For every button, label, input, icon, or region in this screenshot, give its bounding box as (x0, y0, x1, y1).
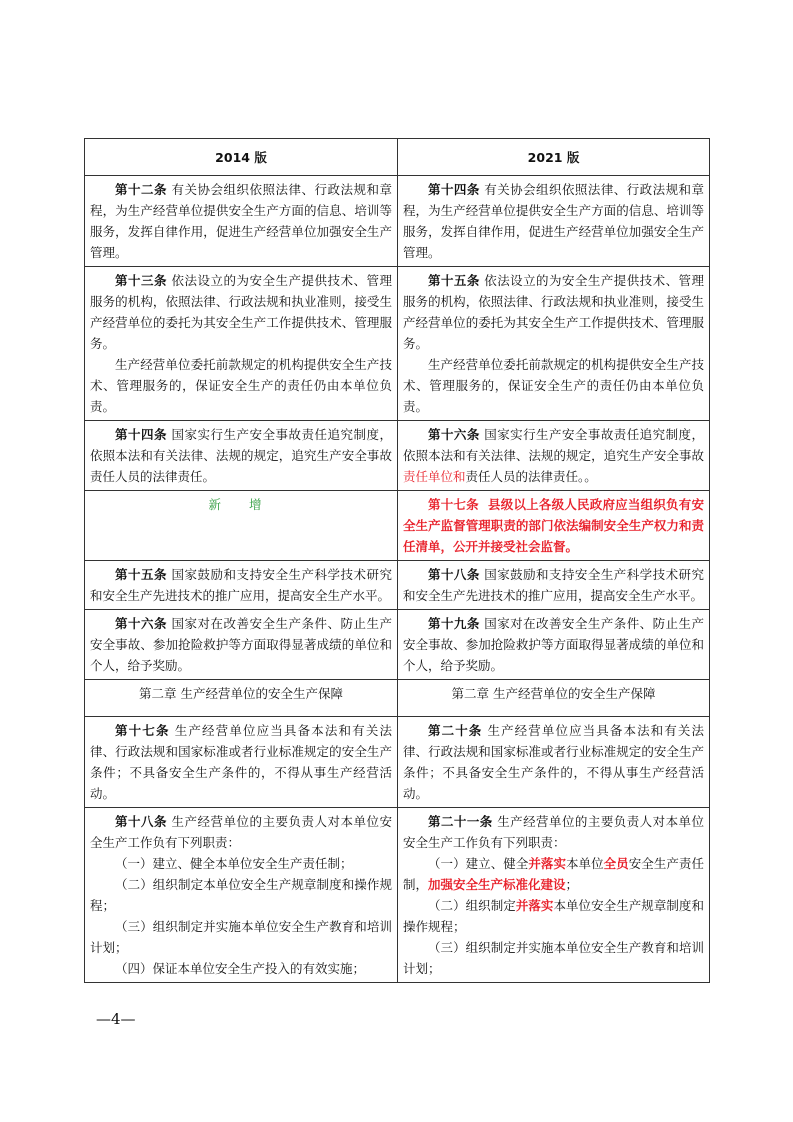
article-number: 第十五条 (428, 273, 480, 288)
duty-item: （二）组织制定本单位安全生产规章制度和操作规程； (90, 877, 392, 913)
cell-2021 (398, 717, 710, 808)
table-row (85, 176, 710, 267)
article-text: 生产经营单位的主要负责人对本单位安全生产工作负有下列职责： (403, 814, 704, 850)
article-number: 第十七条 (115, 723, 170, 738)
article-paragraph (90, 179, 392, 263)
article-text: 依法设立的为安全生产提供技术、管理服务的机构，依照法律、行政法规和执业准则，接受生产经营单位的委托为其安全生产工作提供技术、管理服务。 (403, 273, 704, 351)
duty-item: （一）建立、健全本单位安全生产责任制； (115, 856, 353, 871)
article-number: 第十四条 (115, 427, 167, 442)
cell-2021 (398, 561, 710, 610)
article-number: 第十三条 (115, 273, 167, 288)
cell-2014 (85, 610, 398, 680)
article-paragraph: 生产经营单位委托前款规定的机构提供安全生产技术、管理服务的，保证安全生产的责任仍由本单位负责。 (90, 357, 392, 414)
table-row (85, 561, 710, 610)
item-text: 本单位安全生产规章制度和操作规程； (403, 898, 704, 934)
new-label: 新 增 (85, 491, 398, 561)
article-text: 国家实行生产安全事故责任追究制度，依照本法和有关法律、法规的规定，追究生产安全事故 (403, 427, 704, 463)
article-number: 第十五条 (115, 567, 167, 582)
article-paragraph (403, 270, 704, 354)
article-paragraph (90, 720, 392, 804)
header-2014: 2014 版 (85, 139, 398, 176)
cell-2014 (85, 267, 398, 421)
item-text: （二）组织制定 (428, 898, 516, 913)
cell-2021 (398, 176, 710, 267)
article-text: 国家鼓励和支持安全生产科学技术研究和安全生产先进技术的推广应用，提高安全生产水平。 (403, 567, 704, 603)
article-number: 第二十一条 (428, 814, 493, 829)
table-header-row (85, 139, 710, 176)
article-text: 生产经营单位应当具备本法和有关法律、行政法规和国家标准或者行业标准规定的安全生产条件；不具备安全生产条件的，不得从事生产经营活动。 (90, 723, 392, 801)
article-number: 第二十条 (428, 723, 483, 738)
article-text: 国家鼓励和支持安全生产科学技术研究和安全生产先进技术的推广应用，提高安全生产水平。 (90, 567, 392, 603)
cell-2021 (398, 808, 710, 983)
comparison-table (84, 138, 710, 983)
article-number: 第十六条 (428, 427, 480, 442)
article-paragraph (90, 811, 392, 853)
new-article-paragraph (403, 494, 704, 557)
table-row (85, 808, 710, 983)
duty-item: （三）组织制定并实施本单位安全生产教育和培训计划； (403, 940, 704, 976)
item-text: ； (565, 877, 579, 892)
chapter-row (85, 680, 710, 717)
article-text: 依法设立的为安全生产提供技术、管理服务的机构，依照法律、行政法规和执业准则，接受生产经营单位的委托为其安全生产工作提供技术、管理服务。 (90, 273, 392, 351)
article-text: 生产经营单位应当具备本法和有关法律、行政法规和国家标准或者行业标准规定的安全生产条件；不具备安全生产条件的，不得从事生产经营活动。 (403, 723, 704, 801)
duty-item (403, 895, 704, 937)
article-paragraph (403, 720, 704, 804)
article-number: 第十七条 (428, 497, 479, 512)
article-paragraph (403, 613, 704, 676)
article-text: 国家对在改善安全生产条件、防止生产安全事故、参加抢险救护等方面取得显著成绩的单位和个人，给予奖励。 (90, 616, 392, 673)
header-2021: 2021 版 (398, 139, 710, 176)
added-text: 并落实 (515, 898, 554, 913)
cell-2021 (398, 421, 710, 491)
cell-2014 (85, 808, 398, 983)
article-paragraph (90, 270, 392, 354)
article-number: 第十八条 (115, 814, 167, 829)
cell-2021-new (398, 491, 710, 561)
cell-2014 (85, 717, 398, 808)
article-number: 第十九条 (428, 616, 480, 631)
table-row (85, 421, 710, 491)
added-text: 责任单位和 (403, 469, 466, 484)
cell-2014 (85, 421, 398, 491)
article-paragraph (403, 564, 704, 606)
article-number: 第十八条 (428, 567, 480, 582)
table-row (85, 610, 710, 680)
cell-2021 (398, 267, 710, 421)
cell-2021 (398, 610, 710, 680)
chapter-title-2021: 第二章 生产经营单位的安全生产保障 (398, 680, 710, 717)
item-text: 本单位 (566, 856, 604, 871)
article-text: 责任人员的法律责任。。 (465, 469, 597, 484)
added-text: 全员 (603, 856, 629, 871)
article-text: 生产经营单位的主要负责人对本单位安全生产工作负有下列职责： (90, 814, 392, 850)
article-number: 第十四条 (428, 182, 480, 197)
article-paragraph (403, 811, 704, 853)
article-text: 县级以上各级人民政府应当组织负有安全生产监督管理职责的部门依法编制安全生产权力和责任清单，公开并接受社会监督。 (403, 497, 704, 554)
chapter-title-2014: 第二章 生产经营单位的安全生产保障 (85, 680, 398, 717)
article-paragraph (90, 613, 392, 676)
duty-item (403, 853, 704, 895)
article-text: 有关协会组织依照法律、行政法规和章程，为生产经营单位提供安全生产方面的信息、培训等服务，发挥自律作用，促进生产经营单位加强安全生产管理。 (90, 182, 392, 260)
article-text: 国家对在改善安全生产条件、防止生产安全事故、参加抢险救护等方面取得显著成绩的单位和个人，给予奖励。 (403, 616, 704, 673)
article-number: 第十六条 (115, 616, 167, 631)
item-text: （一）建立、健全 (428, 856, 529, 871)
page-number: —4— (96, 1010, 136, 1028)
article-paragraph (90, 564, 392, 606)
article-paragraph (403, 424, 704, 487)
article-paragraph (403, 179, 704, 263)
article-text: 有关协会组织依照法律、行政法规和章程，为生产经营单位提供安全生产方面的信息、培训等服务，发挥自律作用，促进生产经营单位加强安全生产管理。 (403, 182, 704, 260)
table-row (85, 491, 710, 561)
table-row (85, 267, 710, 421)
duty-item: （三）组织制定并实施本单位安全生产教育和培训计划； (90, 919, 392, 955)
duty-item: （四）保证本单位安全生产投入的有效实施； (115, 961, 366, 976)
article-paragraph: 生产经营单位委托前款规定的机构提供安全生产技术、管理服务的，保证安全生产的责任仍由本单位负责。 (403, 357, 704, 414)
table-row (85, 717, 710, 808)
added-text: 加强安全生产标准化建设 (428, 877, 566, 892)
article-number: 第十二条 (115, 182, 167, 197)
cell-2014 (85, 176, 398, 267)
item-text: 安全生产责任制， (403, 856, 704, 892)
cell-2014 (85, 561, 398, 610)
article-text: 国家实行生产安全事故责任追究制度，依照本法和有关法律、法规的规定，追究生产安全事故责任人员的法律责任。 (90, 427, 392, 484)
added-text: 并落实 (528, 856, 566, 871)
article-paragraph (90, 424, 392, 487)
